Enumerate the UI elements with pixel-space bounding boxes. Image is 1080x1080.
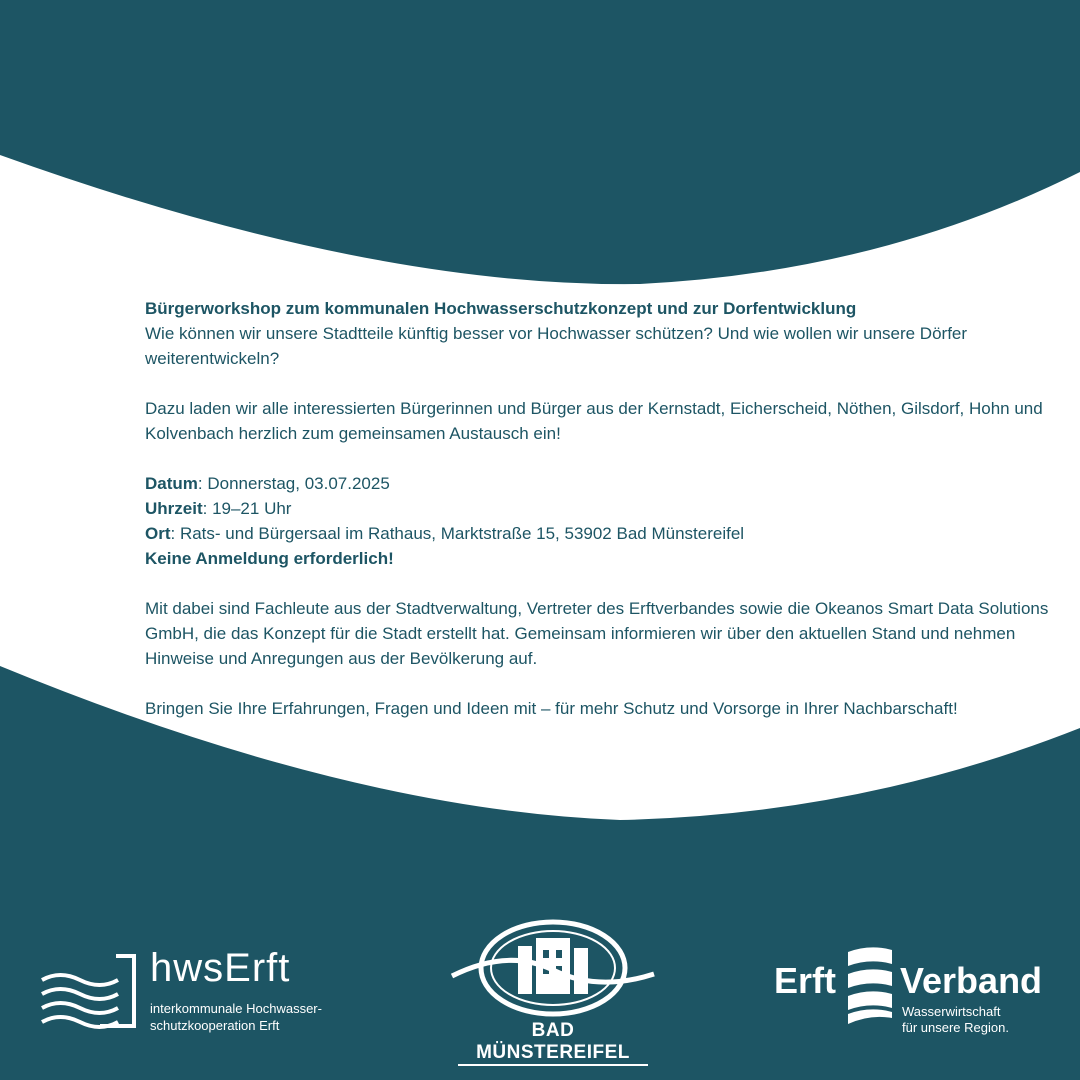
time-value: : 19–21 Uhr xyxy=(202,499,292,518)
hws-erft-logo xyxy=(40,946,340,1033)
hws-wave-icon xyxy=(40,952,140,1032)
hws-title: hwsErft xyxy=(150,946,291,990)
hws-subtitle: interkommunale Hochwasser- schutzkooperation Erft xyxy=(150,1001,322,1033)
date-line xyxy=(145,471,1060,496)
date-value: : Donnerstag, 03.07.2025 xyxy=(197,474,390,493)
top-wave xyxy=(0,0,1080,284)
closing-paragraph: Bringen Sie Ihre Erfahrungen, Fragen und Ideen mit – für mehr Schutz und Vorsorge in Ihrer Nachbarschaft! xyxy=(145,699,958,718)
place-line xyxy=(145,521,1060,546)
erftverband-word-verband: Verband xyxy=(900,960,1043,1001)
time-label: Uhrzeit xyxy=(145,499,203,518)
bad-muenstereifel-logo xyxy=(448,918,658,1063)
erftverband-subtitle: Wasserwirtschaft für unsere Region. xyxy=(902,1004,1009,1035)
invitation-text xyxy=(145,296,1060,721)
participants-paragraph: Mit dabei sind Fachleute aus der Stadtverwaltung, Vertreter des Erftverbandes sowie die Okeanos Smart Data Solutions GmbH, die das Konzept für die Stadt erstellt hat. Gemeinsam informieren wir über den aktuellen Stand und nehmen Hinweise und Anregungen aus der Bevölkerung auf. xyxy=(145,599,1049,668)
headline: Bürgerworkshop zum kommunalen Hochwasserschutzkonzept und zur Dorfentwicklung xyxy=(145,299,857,318)
erftverband-logo xyxy=(772,944,1052,1034)
town-emblem-icon xyxy=(448,918,658,1018)
intro-text: Wie können wir unsere Stadtteile künftig besser vor Hochwasser schützen? Und wie wollen wir unsere Dörfer weiterentwickeln? xyxy=(145,324,968,368)
bad-muenstereifel-name: BAD MÜNSTEREIFEL xyxy=(458,1020,648,1066)
place-label: Ort xyxy=(145,524,171,543)
invitation-paragraph: Dazu laden wir alle interessierten Bürgerinnen und Bürger aus der Kernstadt, Eicherscheid, Nöthen, Gilsdorf, Hohn und Kolvenbach herzlich zum gemeinsamen Austausch ein! xyxy=(145,399,1043,443)
erftverband-word-erft: Erft xyxy=(774,960,836,1001)
place-value: : Rats- und Bürgersaal im Rathaus, Marktstraße 15, 53902 Bad Münstereifel xyxy=(170,524,745,543)
date-label: Datum xyxy=(145,474,198,493)
time-line xyxy=(145,496,1060,521)
erftverband-wave-icon xyxy=(846,944,894,1026)
registration-note: Keine Anmeldung erforderlich! xyxy=(145,549,394,568)
